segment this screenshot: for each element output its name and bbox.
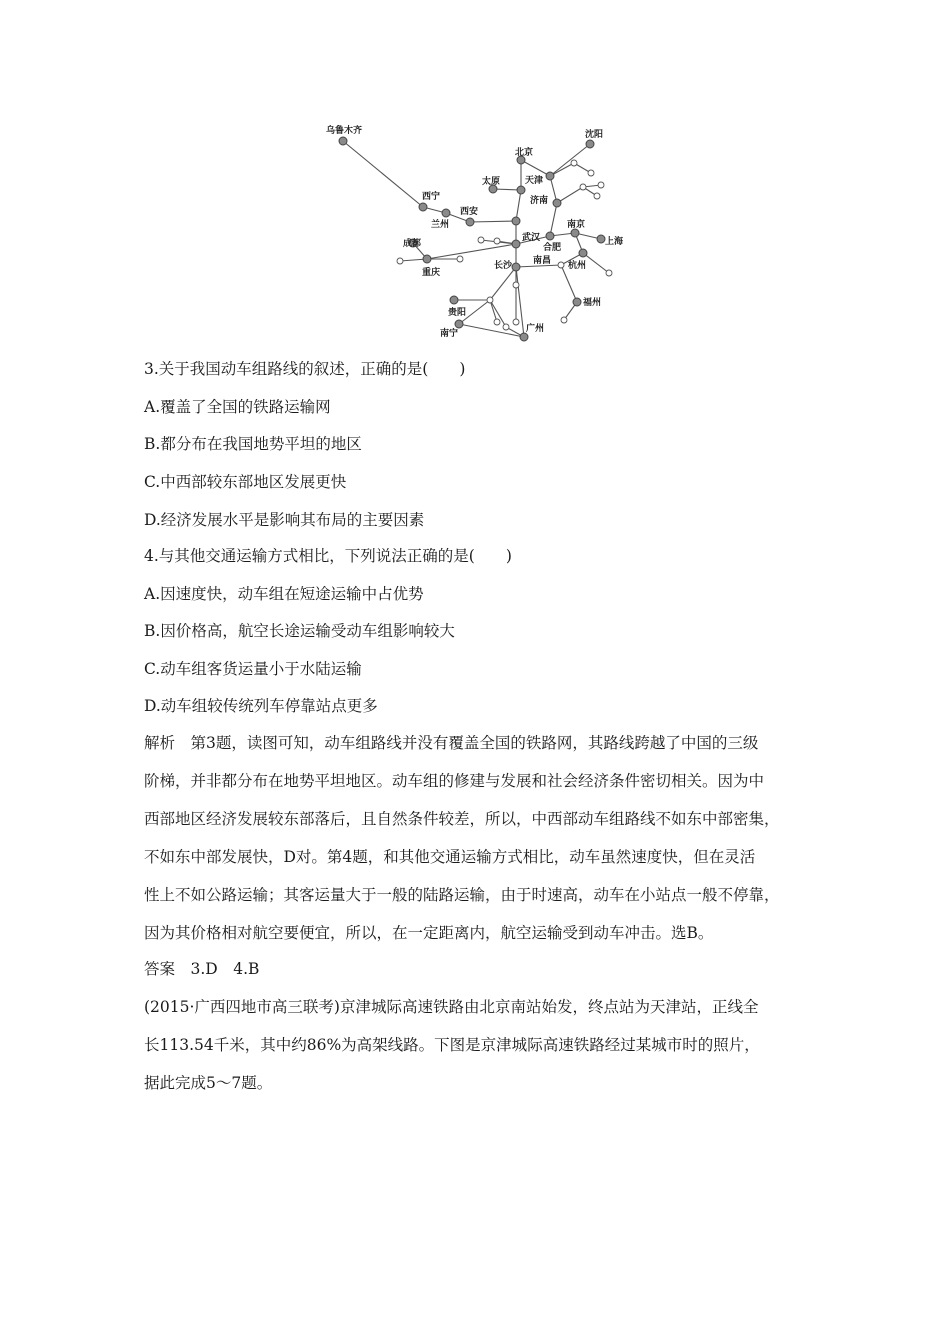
q3-option-c: C.中西部较东部地区发展更快 [144, 473, 347, 491]
label-taiyuan: 太原 [482, 177, 501, 187]
label-wuhan: 武汉 [522, 233, 541, 243]
q3-option-b: B.都分布在我国地势平坦的地区 [144, 435, 362, 453]
station-shenyang [586, 140, 594, 148]
label-changsha: 长沙 [494, 261, 513, 271]
label-guangzhou: 广州 [526, 324, 545, 334]
q3-option-a: A.覆盖了全国的铁路运输网 [144, 398, 331, 416]
station-nanjing [571, 229, 579, 237]
label-chengdu: 成都 [403, 239, 422, 249]
analysis-line-5: 性上不如公路运输；其客运量大于一般的陆路运输，由于时速高，动车在小站点一般不停靠， [144, 886, 780, 904]
station-lanzhou [442, 209, 450, 217]
station-minor [494, 238, 500, 244]
answer-line: 答案 3.D 4.B [144, 960, 260, 978]
station-wuhan [512, 240, 520, 248]
station-minor [561, 317, 567, 323]
station-minor [580, 184, 586, 190]
station-minor [487, 297, 493, 303]
station-minor [558, 262, 564, 268]
q3-stem: 3.关于我国动车组路线的叙述，正确的是( ) [144, 360, 466, 378]
q4-option-b: B.因价格高，航空长途运输受动车组影响较大 [144, 622, 455, 640]
station-guangzhou [520, 333, 528, 341]
station-chongqing [423, 255, 431, 263]
q4-option-a: A.因速度快，动车组在短途运输中占优势 [144, 585, 424, 603]
analysis-line-1: 解析 第3题，读图可知，动车组路线并没有覆盖全国的铁路网，其路线跨越了中国的三级 [144, 734, 759, 752]
station-minor [513, 319, 519, 325]
rail-lines [343, 141, 609, 337]
station-shijiazhuang [517, 186, 525, 194]
station-hefei [546, 232, 554, 240]
station-minor [478, 237, 484, 243]
station-minor [513, 282, 519, 288]
q4-option-d: D.动车组较传统列车停靠站点更多 [144, 697, 378, 715]
station-minor [503, 324, 509, 330]
label-jinan: 济南 [530, 196, 549, 206]
station-minor [571, 160, 577, 166]
label-shanghai: 上海 [605, 237, 624, 247]
q4-option-c: C.动车组客货运量小于水陆运输 [144, 660, 362, 678]
label-lanzhou: 兰州 [431, 220, 450, 230]
station-zhengzhou [512, 217, 520, 225]
q4-stem: 4.与其他交通运输方式相比，下列说法正确的是( ) [144, 547, 512, 565]
station-fuzhou [573, 298, 581, 306]
label-xining: 西宁 [422, 192, 441, 202]
label-urumqi: 乌鲁木齐 [326, 126, 363, 136]
station-minor [588, 170, 594, 176]
station-tianjin [546, 172, 554, 180]
analysis-line-2: 阶梯，并非都分布在地势平坦地区。动车组的修建与发展和社会经济条件密切相关。因为中 [144, 772, 765, 790]
station-shanghai [597, 235, 605, 243]
label-nanjing: 南京 [567, 220, 586, 230]
intro-line-2: 长113.54千米，其中约86%为高架线路。下图是京津城际高速铁路经过某城市时的照片， [144, 1036, 760, 1054]
label-guiyang: 贵阳 [448, 308, 467, 318]
station-hangzhou [579, 249, 587, 257]
analysis-line-4: 不如东中部发展快，D对。第4题，和其他交通运输方式相比，动车虽然速度快，但在灵活 [144, 848, 756, 866]
station-minor [494, 319, 500, 325]
label-fuzhou: 福州 [583, 298, 602, 308]
label-beijing: 北京 [515, 148, 534, 158]
high-speed-rail-map [0, 0, 950, 360]
station-minor [457, 256, 463, 262]
label-xian: 西安 [460, 207, 479, 217]
analysis-line-6: 因为其价格相对航空要便宜，所以，在一定距离内，航空运输受到动车冲击。选B。 [144, 924, 714, 942]
station-minor [606, 270, 612, 276]
label-chongqing: 重庆 [422, 268, 441, 278]
q3-option-d: D.经济发展水平是影响其布局的主要因素 [144, 511, 425, 529]
city-labels [326, 124, 624, 339]
station-changsha [512, 263, 520, 271]
label-shenyang: 沈阳 [585, 130, 604, 140]
intro-line-3: 据此完成5～7题。 [144, 1074, 273, 1092]
station-minor [598, 182, 604, 188]
station-jinan [553, 199, 561, 207]
station-urumqi [339, 137, 347, 145]
label-nanning: 南宁 [440, 329, 459, 339]
station-xining [419, 203, 427, 211]
station-xian [466, 218, 474, 226]
intro-line-1: (2015·广西四地市高三联考)京津城际高速铁路由北京南站始发，终点站为天津站，正线全 [144, 998, 759, 1016]
station-nanning [455, 320, 463, 328]
label-hangzhou: 杭州 [568, 261, 587, 271]
station-guiyang [450, 296, 458, 304]
analysis-line-3: 西部地区经济发展较东部落后，且自然条件较差，所以，中西部动车组路线不如东中部密集， [144, 810, 780, 828]
station-minor [397, 258, 403, 264]
station-minor [594, 193, 600, 199]
label-hefei: 合肥 [543, 243, 562, 253]
label-nanchang: 南昌 [533, 256, 552, 266]
label-tianjin: 天津 [525, 176, 544, 186]
